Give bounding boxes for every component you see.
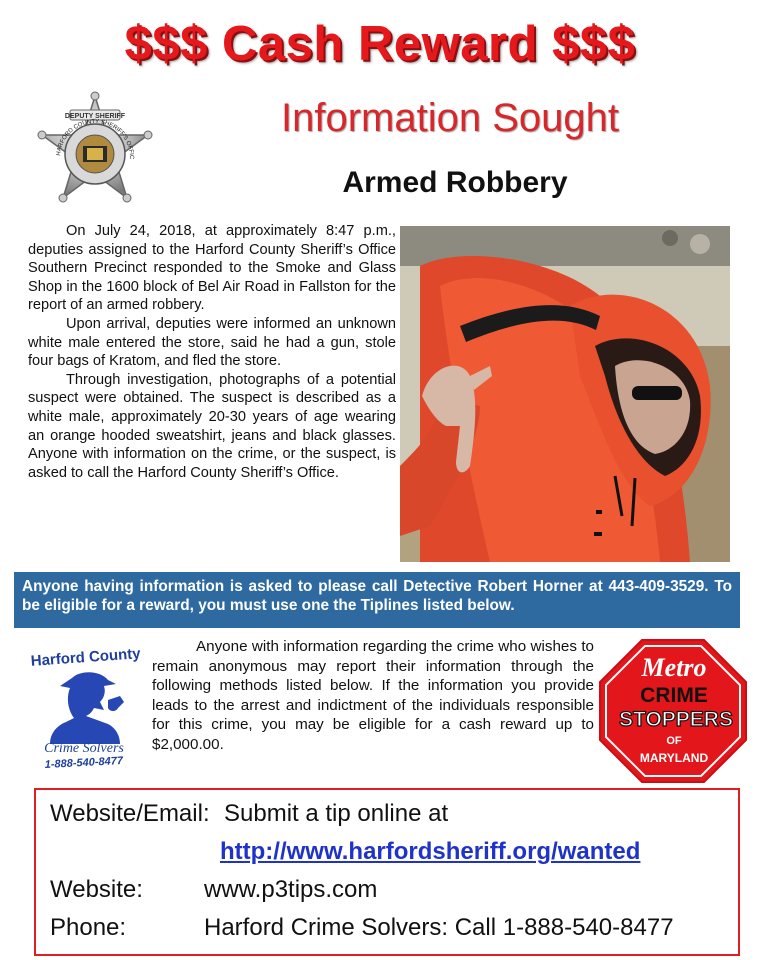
- website-email-label: Website/Email:: [50, 800, 210, 827]
- metro-logo-line5: MARYLAND: [639, 751, 709, 765]
- narrative: [28, 222, 396, 482]
- badge-text-top: DEPUTY SHERIFF: [64, 113, 126, 120]
- metro-logo-line1: Metro: [641, 653, 707, 682]
- sheriff-wanted-link[interactable]: http://www.harfordsheriff.org/wanted: [220, 838, 641, 865]
- tip-methods-box: [34, 788, 740, 956]
- anonymous-reporting-text: [152, 637, 594, 755]
- crime-solvers-phone: 1-888-540-8477: [44, 754, 124, 770]
- detective-contact-banner: Anyone having information is asked to please call Detective Robert Horner at 443-409-3529. To be eligible for a reward, you must use one the Tiplines listed below.: [14, 572, 740, 628]
- badge-text-ring: HARFORD COUNTY SHERIFF'S OFFIC: [56, 118, 135, 160]
- metro-logo-line3: STOPPERS: [619, 708, 733, 731]
- narrative-paragraph-1: On July 24, 2018, at approximately 8:47 p.m., deputies assigned to the Harford County Sheriff’s Office Southern Precinct responded to the Smoke and Glass Shop in the 1600 block of Bel Air Road in Fallston for the report of an armed robbery.: [28, 223, 396, 314]
- narrative-paragraph-2: Upon arrival, deputies were informed an unknown white male entered the store, said he had a gun, stole four bags of Kratom, and fled the store.: [28, 315, 396, 370]
- p3tips-website: www.p3tips.com: [204, 876, 378, 903]
- crime-solvers-title: Harford County: [30, 645, 142, 670]
- metro-logo-line4: OF: [666, 735, 682, 747]
- narrative-paragraph-3: Through investigation, photographs of a potential suspect were obtained. The suspect is described as a white male, approximately 20-30 years of age wearing an orange hooded sweatshirt, jeans and black glasses. Anyone with information on the crime, or the suspect, is asked to call the Harford County Sheriff’s Office.: [28, 371, 396, 481]
- metro-crime-stoppers-logo: [596, 636, 752, 784]
- crime-solvers-phone-line: Harford Crime Solvers: Call 1-888-540-8477: [204, 914, 674, 941]
- sheriff-star-badge-icon: [30, 90, 160, 220]
- headline: $$$ Cash Reward $$$: [124, 17, 636, 71]
- subhead: Information Sought: [281, 96, 619, 140]
- website-email-text: Submit a tip online at: [224, 800, 449, 827]
- website-label: Website:: [50, 876, 143, 903]
- detective-silhouette-icon: [50, 672, 124, 744]
- suspect-photo-icon: [400, 226, 730, 562]
- crime-type: Armed Robbery: [342, 166, 568, 199]
- phone-label: Phone:: [50, 914, 127, 941]
- metro-logo-line2: CRIME: [640, 684, 708, 707]
- crime-solvers-subtitle: Crime Solvers: [44, 741, 124, 756]
- crime-solvers-logo: [20, 640, 150, 770]
- anonymous-paragraph: Anyone with information regarding the crime who wishes to remain anonymous may report their information through the following methods listed below. If the information you provide leads to the arrest and indictment of the individuals responsible for this crime, you may be eligible for a cash reward up to $2,000.00.: [152, 638, 594, 753]
